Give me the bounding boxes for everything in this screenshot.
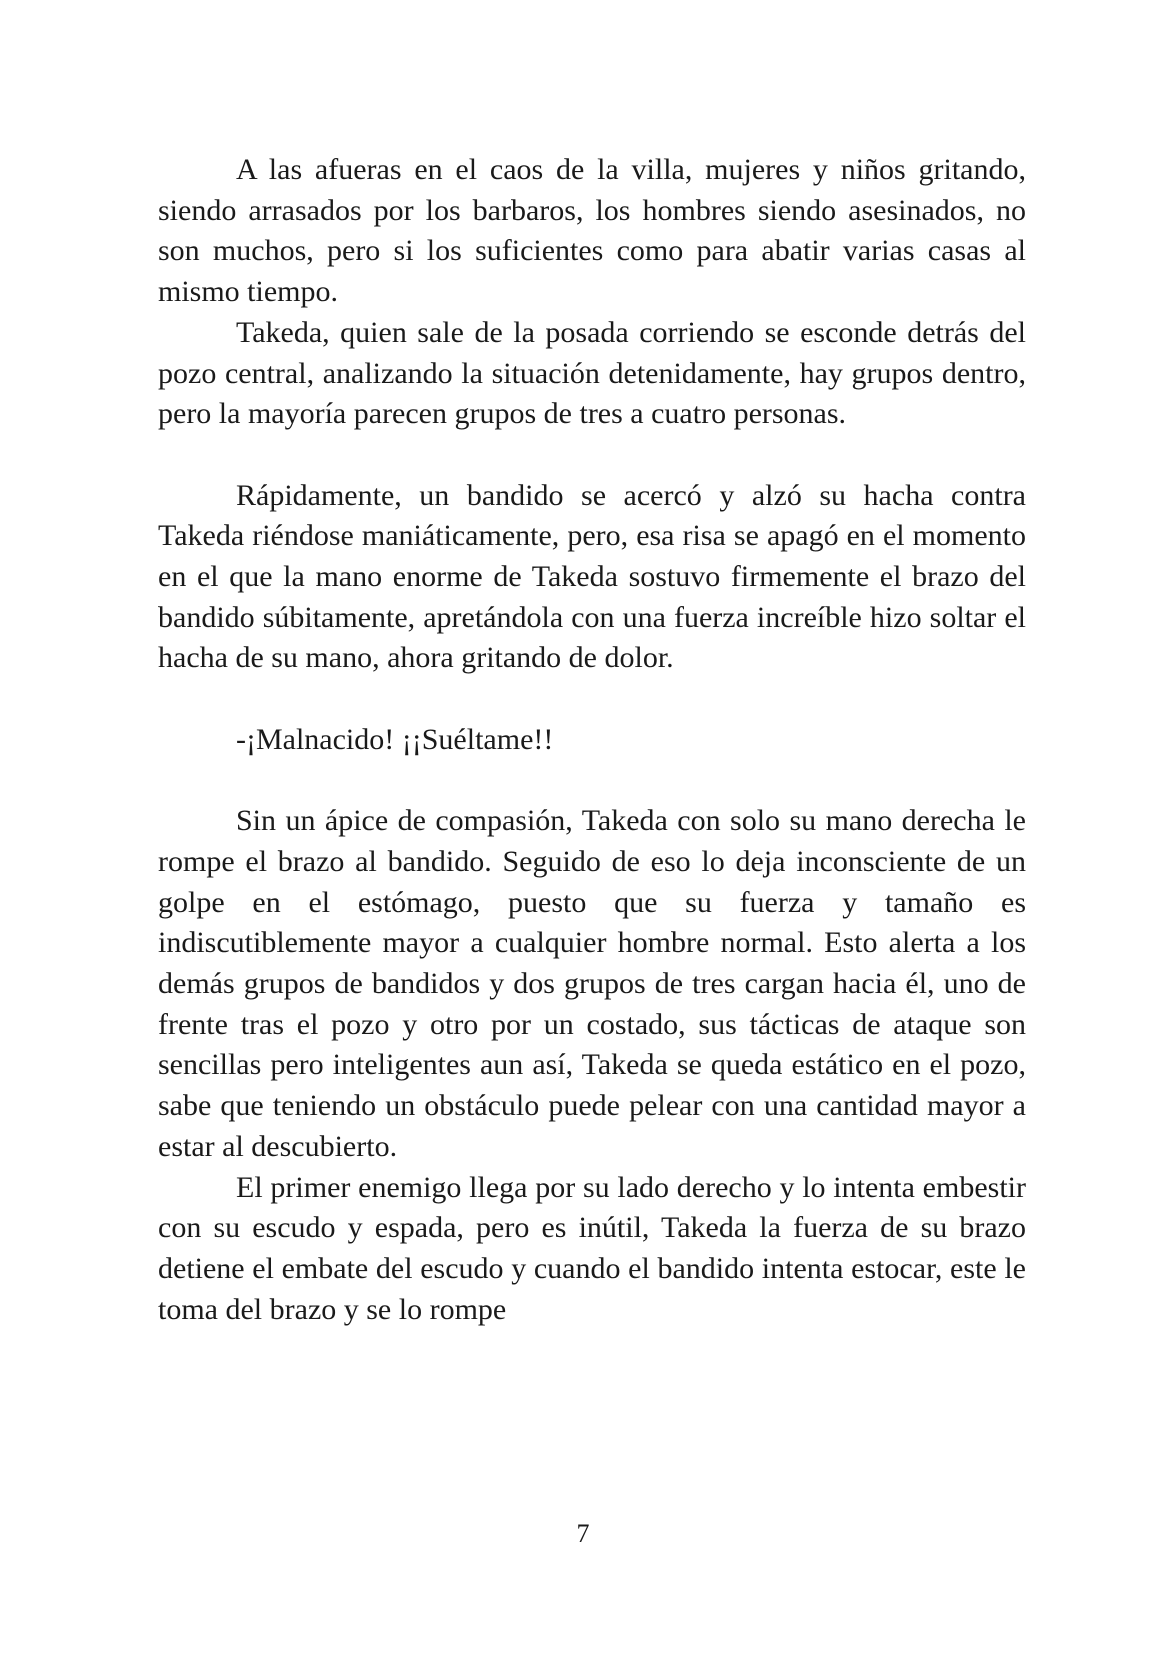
paragraph-3: Rápidamente, un bandido se acercó y alzó su hacha contra Takeda riéndose maniáticamente, pero, esa risa se apagó en el momento en el que la mano enorme de Takeda sostuvo firmemente el brazo del bandido súbitamente, apretándola con una fuerza increíble hizo soltar el hacha de su mano, ahora gritando de dolor. bbox=[158, 478, 1026, 675]
paragraph-6: El primer enemigo llega por su lado derecho y lo intenta embestir con su escudo y espada, pero es inútil, Takeda la fuerza de su brazo detiene el embate del escudo y cuando el bandido intenta estocar, este le toma del brazo y se lo rompe bbox=[158, 1170, 1026, 1326]
dialogue-line: -¡Malnacido! ¡¡Suéltame!! bbox=[236, 722, 554, 756]
page-number: 7 bbox=[576, 1519, 590, 1548]
paragraph-1: A las afueras en el caos de la villa, mujeres y niños gritando, siendo arrasados por los barbaros, los hombres siendo asesinados, no son muchos, pero si los suficientes como para abatir varias casas al mismo tiempo. bbox=[158, 153, 1026, 309]
page-body bbox=[158, 150, 1026, 1330]
paragraph-2: Takeda, quien sale de la posada corriendo se esconde detrás del pozo central, analizando la situación detenidamente, hay grupos dentro, pero la mayoría parecen grupos de tres a cuatro personas. bbox=[158, 315, 1026, 431]
paragraph-5: Sin un ápice de compasión, Takeda con solo su mano derecha le rompe el brazo al bandido. Seguido de eso lo deja inconsciente de un golpe en el estómago, puesto que su fuerza y tamaño es indiscutiblemente mayor a cualquier hombre normal. Esto alerta a los demás grupos de bandidos y dos grupos de tres cargan hacia él, uno de frente tras el pozo y otro por un costado, sus tácticas de ataque son sencillas pero inteligentes aun así, Takeda se queda estático en el pozo, sabe que teniendo un obstáculo puede pelear con una cantidad mayor a estar al descubierto. bbox=[158, 804, 1026, 1163]
